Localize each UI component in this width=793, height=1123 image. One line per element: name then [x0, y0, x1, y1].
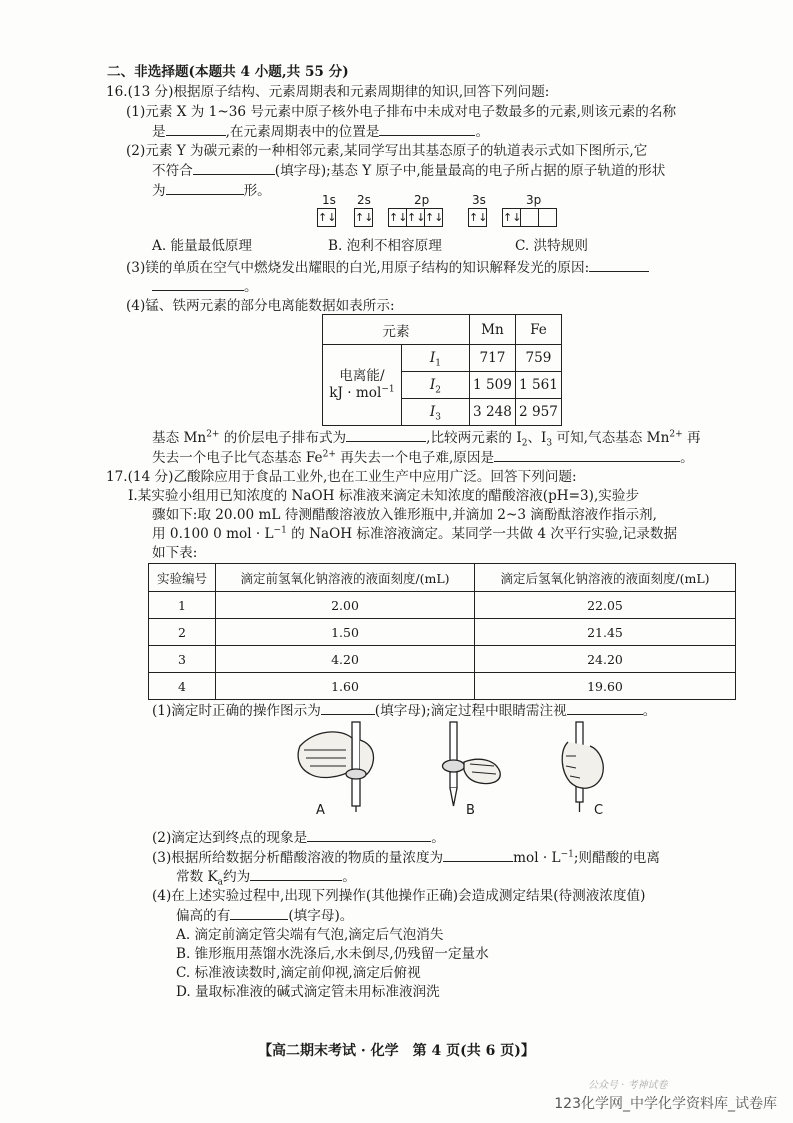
figure-c-hand-grip: [562, 722, 603, 812]
table-row: 1 2.00 22.05: [149, 592, 736, 619]
table-header: 滴定前氢氧化钠溶液的液面刻度/(mL): [216, 564, 475, 592]
ionization-energy-table: [322, 314, 562, 426]
q16-part2-line3: 为 形。: [152, 180, 271, 201]
orbital-2s: ↑↓: [355, 208, 373, 227]
table-header-element: 元素: [323, 315, 470, 345]
q17-sub1: (1)滴定时正确的操作图示为 (填字母);滴定过程中眼睛需注视 。: [152, 700, 656, 721]
table-row: 4 1.60 19.60: [149, 673, 736, 700]
table-cell-i3: $I_3$: [401, 399, 469, 426]
orbital-3p: ↑↓: [503, 208, 557, 227]
q17-sub4-line1: (4)在上述实验过程中,出现下列操作(其他操作正确)会造成测定结果(待测液浓度值): [152, 888, 646, 904]
q16-part4-line2: 基态 $Mn^{2+}$ 的价层电子排布式为 ,比较两元素的 $I_2$、$I_3$ 可知,气态基态 $Mn^{2+}$ 再: [152, 427, 701, 448]
answer-blank[interactable]: [567, 700, 643, 715]
answer-blank[interactable]: [346, 427, 426, 442]
figure-b-hand-grip: [443, 722, 501, 806]
titration-operation-figures: [280, 720, 630, 812]
table-cell: 3 248: [469, 399, 515, 426]
table-cell: 759: [515, 345, 561, 372]
answer-blank[interactable]: [166, 180, 244, 195]
exam-page: 二、非选择题(本题共 4 小题,共 55 分) 16.(13 分)根据原子结构、元素周期表和元素周期律的知识,回答下列问题: (1)元素 X 为 1~36 号元素中原子核外电子排布中未成对电子数最多的元素,则该元素的名称 是 ,在元素周期表中的位置是 。 (2)元素 Y 为碳元素的一种相邻元素,某同学写出其基态原子的轨道表示式如下图所示,它 不符合 (填字母);基态 Y 原子中,能量最高的电子所占据的原子轨道的形状 为 形。 1s 2s 2p 3s 3p ↑↓ ↑↓ ↑↓↑↓↑↓ ↑↓ ↑↓ A. 能量最低原理 B. 泡利不相容原理 C. 洪特规则 (3)镁的单质在空气中燃烧发出耀眼的白光,用原子结构的知识解释发光的原因: 。 (4)锰、铁两元素的部分电离能数据如表所示: 元素 Mn Fe 电离能/ kJ · mol$^{-1}$ $I_1$ 717 759 $I_2$ 1 509 1 561 $I_3$ 3 248 2 957 基态 $Mn^{2+}$ 的价层电子排布式为 ,比较两元素的 $I_2$、$I_3$ 可知,气态基态 $Mn^{2+}$ 再 失去一个电子比气态基态 $Fe^{2+}$ 再失去一个电子难,原因是 。 17.(14 分)乙酸除应用于食品工业外,也在工业生产中应用广泛。回答下列问题: Ⅰ.某实验小组用已知浓度的 NaOH 标准液来滴定未知浓度的醋酸溶液(pH=3),实验步 骤如下:取 20.00 mL 待测醋酸溶液放入锥形瓶中,并滴加 2~3 滴酚酞溶液作指示剂, 用 0.100 0 mol · $L^{-1}$ 的 NaOH 标准溶液滴定。某同学一共做 4 次平行实验,记录数据 如下表: 实验编号 滴定前氢氧化钠溶液的液面刻度/(mL) 滴定后氢氧化钠溶液的液面刻度/(mL) 1 2.00 22.05 2 1.50 21.45 3 4.20 24.20 4 1.60 19.60 (1)滴定时正确的操作图示为 (填字母);滴定过程中眼睛需注视 。 A B C (2)滴定达到终点的现象是 。 (3)根据所给数据分析醋酸溶液的物质的量浓度为 mol · $L^{-1}$;则醋酸的电离 常数 $K_a$约为 。 (4)在上述实验过程中,出现下列操作(其他操作正确)会造成测定结果(待测液浓度值) 偏高的有 (填字母)。 A. 滴定前滴定管尖端有气泡,滴定后气泡消失 B. 锥形瓶用蒸馏水洗涤后,水未倒尽,仍残留一定量水 C. 标准液读数时,滴定前仰视,滴定后俯视 D. 量取标准液的碱式滴定管未用标准液润洗 【高二期末考试 · 化学 第 4 页(共 6 页)】 公众号 · 考神试卷 123化学网_中学化学资料库_试卷库: [0, 0, 793, 1123]
table-cell-i1: $I_1$: [401, 345, 469, 372]
answer-blank[interactable]: [379, 121, 475, 136]
q17-option-a: A. 滴定前滴定管尖端有气泡,滴定后气泡消失: [176, 927, 444, 943]
q17-intro-line3: 用 0.100 0 mol · $L^{-1}$ 的 NaOH 标准溶液滴定。某同学一共做 4 次平行实验,记录数据: [152, 525, 678, 542]
answer-blank[interactable]: [166, 121, 226, 136]
answer-blank[interactable]: [494, 447, 680, 462]
page-footer: 【高二期末考试 · 化学 第 4 页(共 6 页)】: [258, 1043, 535, 1059]
table-row: 3 4.20 24.20: [149, 646, 736, 673]
table-cell: 2 957: [515, 399, 561, 426]
q16-part3: (3)镁的单质在空气中燃烧发出耀眼的白光,用原子结构的知识解释发光的原因:: [126, 257, 649, 278]
answer-blank[interactable]: [307, 827, 431, 842]
q17-option-b: B. 锥形瓶用蒸馏水洗涤后,水未倒尽,仍残留一定量水: [176, 946, 489, 962]
q17-sub3-line1: (3)根据所给数据分析醋酸溶液的物质的量浓度为 mol · $L^{-1}$;则醋酸的电离: [152, 847, 660, 868]
orbital-2p: ↑↓↑↓↑↓: [389, 208, 443, 227]
q16-option-b: B. 泡利不相容原理: [328, 238, 442, 254]
q16-part3-cont: 。: [152, 276, 258, 297]
table-cell: 717: [469, 345, 515, 372]
site-watermark: 123化学网_中学化学资料库_试卷库: [554, 1096, 777, 1112]
q16-part4: (4)锰、铁两元素的部分电离能数据如表所示:: [126, 298, 395, 314]
answer-blank[interactable]: [152, 276, 244, 291]
table-row-label: 电离能/ kJ · mol$^{-1}$: [323, 345, 402, 426]
orbital-3s: ↑↓: [469, 208, 487, 227]
q16-part4-line3: 失去一个电子比气态基态 $Fe^{2+}$ 再失去一个电子难,原因是 。: [152, 447, 694, 468]
answer-blank[interactable]: [193, 160, 275, 175]
q16-option-c: C. 洪特规则: [515, 238, 588, 254]
figure-label-a: A: [316, 803, 325, 818]
watermark-small: 公众号 · 考神试卷: [588, 1080, 668, 1091]
q16-stem: 16.(13 分)根据原子结构、元素周期表和元素周期律的知识,回答下列问题:: [106, 84, 550, 100]
orbital-1s: ↑↓: [318, 208, 336, 227]
q16-part2-line2: 不符合 (填字母);基态 Y 原子中,能量最高的电子所占据的原子轨道的形状: [152, 160, 665, 181]
table-row: 2 1.50 21.45: [149, 619, 736, 646]
q16-part1-line1: (1)元素 X 为 1~36 号元素中原子核外电子排布中未成对电子数最多的元素,则该元素的名称: [126, 104, 677, 120]
q17-sub3-line2: 常数 $K_a$约为 。: [176, 866, 356, 887]
q17-stem: 17.(14 分)乙酸除应用于食品工业外,也在工业生产中应用广泛。回答下列问题:: [106, 469, 577, 485]
answer-blank[interactable]: [589, 257, 649, 272]
q16-option-a: A. 能量最低原理: [152, 238, 253, 254]
q17-sub4-line2: 偏高的有 (填字母)。: [176, 905, 353, 926]
q17-intro-line2: 骤如下:取 20.00 mL 待测醋酸溶液放入锥形瓶中,并滴加 2~3 滴酚酞溶液作指示剂,: [152, 507, 657, 523]
answer-blank[interactable]: [443, 847, 513, 862]
table-cell-i2: $I_2$: [401, 372, 469, 399]
table-header-mn: Mn: [469, 315, 515, 345]
table-header: 实验编号: [149, 564, 216, 592]
figure-a-hand-grip: [298, 722, 373, 812]
answer-blank[interactable]: [230, 905, 288, 920]
q17-intro-line1: Ⅰ.某实验小组用已知浓度的 NaOH 标准液来滴定未知浓度的醋酸溶液(pH=3),实验步: [128, 488, 640, 504]
titration-table: [148, 563, 736, 700]
answer-blank[interactable]: [250, 866, 342, 881]
table-cell: 1 509: [469, 372, 515, 399]
table-header-fe: Fe: [515, 315, 561, 345]
q16-part2-line1: (2)元素 Y 为碳元素的一种相邻元素,某同学写出其基态原子的轨道表示式如下图所示,它: [126, 143, 648, 159]
q17-option-c: C. 标准液读数时,滴定前仰视,滴定后俯视: [176, 965, 421, 981]
q16-part1-line2: 是 ,在元素周期表中的位置是 。: [152, 121, 489, 142]
figure-label-c: C: [594, 803, 604, 818]
table-header: 滴定后氢氧化钠溶液的液面刻度/(mL): [475, 564, 736, 592]
table-cell: 1 561: [515, 372, 561, 399]
q17-sub2: (2)滴定达到终点的现象是 。: [152, 827, 445, 848]
q17-option-d: D. 量取标准液的碱式滴定管未用标准液润洗: [176, 984, 440, 1000]
q17-intro-line4: 如下表:: [152, 545, 198, 561]
figure-label-b: B: [466, 803, 475, 818]
section-title: 二、非选择题(本题共 4 小题,共 55 分): [107, 64, 349, 80]
answer-blank[interactable]: [321, 700, 375, 715]
